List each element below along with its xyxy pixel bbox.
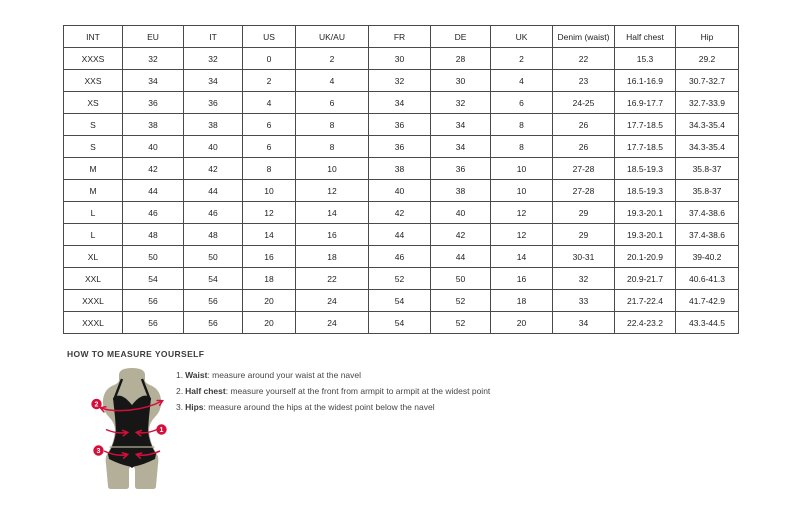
table-cell: 4 bbox=[243, 92, 296, 114]
table-cell: 50 bbox=[431, 268, 491, 290]
table-cell: 54 bbox=[369, 312, 431, 334]
table-cell: 16 bbox=[296, 224, 369, 246]
table-cell: 56 bbox=[123, 290, 184, 312]
instruction-number: 3. bbox=[176, 402, 184, 412]
table-cell: 21.7-22.4 bbox=[615, 290, 676, 312]
table-cell: 42 bbox=[184, 158, 243, 180]
size-label-cell: XXXL bbox=[64, 290, 123, 312]
table-cell: 23 bbox=[553, 70, 615, 92]
table-cell: 24 bbox=[296, 290, 369, 312]
table-cell: 26 bbox=[553, 114, 615, 136]
table-cell: 27-28 bbox=[553, 180, 615, 202]
table-row bbox=[64, 290, 739, 312]
table-row bbox=[64, 136, 739, 158]
table-cell: 8 bbox=[296, 136, 369, 158]
table-cell: 0 bbox=[243, 48, 296, 70]
table-cell: 29 bbox=[553, 224, 615, 246]
table-cell: 12 bbox=[243, 202, 296, 224]
table-cell: 40 bbox=[123, 136, 184, 158]
size-label-cell: XS bbox=[64, 92, 123, 114]
table-row bbox=[64, 180, 739, 202]
size-label-cell: M bbox=[64, 158, 123, 180]
waist-badge-icon bbox=[156, 424, 166, 434]
table-cell: 14 bbox=[243, 224, 296, 246]
table-cell: 42 bbox=[431, 224, 491, 246]
instruction-text: : measure yourself at the front from armpit to armpit at the widest point bbox=[225, 386, 491, 396]
table-cell: 34 bbox=[184, 70, 243, 92]
size-label-cell: L bbox=[64, 202, 123, 224]
column-header: Denim (waist) bbox=[553, 26, 615, 48]
table-cell: 18.5-19.3 bbox=[615, 180, 676, 202]
table-cell: 24-25 bbox=[553, 92, 615, 114]
svg-text:1: 1 bbox=[159, 427, 164, 435]
table-cell: 18 bbox=[243, 268, 296, 290]
table-cell: 2 bbox=[491, 48, 553, 70]
table-cell: 34 bbox=[553, 312, 615, 334]
table-cell: 12 bbox=[491, 224, 553, 246]
table-cell: 19.3-20.1 bbox=[615, 202, 676, 224]
table-cell: 54 bbox=[184, 268, 243, 290]
size-label-cell: XL bbox=[64, 246, 123, 268]
table-cell: 40 bbox=[184, 136, 243, 158]
table-cell: 46 bbox=[184, 202, 243, 224]
column-header: Half chest bbox=[615, 26, 676, 48]
table-cell: 20 bbox=[243, 290, 296, 312]
table-cell: 8 bbox=[491, 136, 553, 158]
table-cell: 2 bbox=[296, 48, 369, 70]
column-header: EU bbox=[123, 26, 184, 48]
table-cell: 35.8-37 bbox=[676, 180, 739, 202]
table-cell: 27-28 bbox=[553, 158, 615, 180]
section-heading: HOW TO MEASURE YOURSELF bbox=[67, 349, 205, 359]
table-cell: 42 bbox=[123, 158, 184, 180]
table-cell: 38 bbox=[431, 180, 491, 202]
table-row bbox=[64, 70, 739, 92]
table-cell: 34 bbox=[369, 92, 431, 114]
svg-text:2: 2 bbox=[94, 401, 99, 409]
table-cell: 34.3-35.4 bbox=[676, 136, 739, 158]
table-body bbox=[64, 48, 739, 334]
chest-badge-icon bbox=[91, 399, 101, 409]
table-row bbox=[64, 92, 739, 114]
table-cell: 50 bbox=[123, 246, 184, 268]
instruction-label: Hips bbox=[185, 402, 204, 412]
table-cell: 54 bbox=[369, 290, 431, 312]
table-cell: 16 bbox=[491, 268, 553, 290]
instruction-label: Waist bbox=[185, 370, 208, 380]
table-cell: 10 bbox=[491, 158, 553, 180]
table-cell: 22 bbox=[296, 268, 369, 290]
instructions-list bbox=[176, 371, 490, 419]
table-cell: 34.3-35.4 bbox=[676, 114, 739, 136]
table-cell: 56 bbox=[184, 290, 243, 312]
svg-text:3: 3 bbox=[96, 448, 101, 456]
table-cell: 44 bbox=[369, 224, 431, 246]
table-cell: 39-40.2 bbox=[676, 246, 739, 268]
table-cell: 32.7-33.9 bbox=[676, 92, 739, 114]
table-cell: 48 bbox=[123, 224, 184, 246]
table-cell: 36 bbox=[369, 114, 431, 136]
table-cell: 16.1-16.9 bbox=[615, 70, 676, 92]
table-cell: 34 bbox=[123, 70, 184, 92]
table-cell: 40 bbox=[431, 202, 491, 224]
table-cell: 8 bbox=[243, 158, 296, 180]
table-cell: 44 bbox=[431, 246, 491, 268]
column-header: UK bbox=[491, 26, 553, 48]
column-header: FR bbox=[369, 26, 431, 48]
size-label-cell: S bbox=[64, 136, 123, 158]
table-cell: 6 bbox=[243, 136, 296, 158]
table-row bbox=[64, 202, 739, 224]
table-row bbox=[64, 48, 739, 70]
table-cell: 46 bbox=[369, 246, 431, 268]
table-cell: 12 bbox=[296, 180, 369, 202]
table-cell: 26 bbox=[553, 136, 615, 158]
measure-instruction-hips bbox=[176, 403, 490, 413]
table-cell: 41.7-42.9 bbox=[676, 290, 739, 312]
table-cell: 28 bbox=[431, 48, 491, 70]
table-cell: 19.3-20.1 bbox=[615, 224, 676, 246]
table-cell: 20 bbox=[243, 312, 296, 334]
table-cell: 20.9-21.7 bbox=[615, 268, 676, 290]
table-cell: 4 bbox=[491, 70, 553, 92]
table-header-row bbox=[64, 26, 739, 48]
table-cell: 37.4-38.6 bbox=[676, 224, 739, 246]
table-cell: 8 bbox=[296, 114, 369, 136]
table-cell: 10 bbox=[491, 180, 553, 202]
measure-instruction-waist bbox=[176, 371, 490, 381]
table-cell: 22 bbox=[553, 48, 615, 70]
table-cell: 29.2 bbox=[676, 48, 739, 70]
table-cell: 42 bbox=[369, 202, 431, 224]
size-label-cell: XXS bbox=[64, 70, 123, 92]
table-cell: 29 bbox=[553, 202, 615, 224]
table-cell: 34 bbox=[431, 136, 491, 158]
table-cell: 30-31 bbox=[553, 246, 615, 268]
table-cell: 30 bbox=[431, 70, 491, 92]
table-cell: 33 bbox=[553, 290, 615, 312]
table-cell: 24 bbox=[296, 312, 369, 334]
column-header: US bbox=[243, 26, 296, 48]
table-cell: 17.7-18.5 bbox=[615, 136, 676, 158]
table-cell: 52 bbox=[369, 268, 431, 290]
table-cell: 32 bbox=[123, 48, 184, 70]
table-cell: 2 bbox=[243, 70, 296, 92]
column-header: DE bbox=[431, 26, 491, 48]
table-row bbox=[64, 268, 739, 290]
table-cell: 30.7-32.7 bbox=[676, 70, 739, 92]
table-cell: 6 bbox=[491, 92, 553, 114]
table-cell: 38 bbox=[369, 158, 431, 180]
table-cell: 34 bbox=[431, 114, 491, 136]
table-cell: 14 bbox=[491, 246, 553, 268]
table-cell: 10 bbox=[296, 158, 369, 180]
size-label-cell: M bbox=[64, 180, 123, 202]
size-label-cell: S bbox=[64, 114, 123, 136]
table-cell: 40.6-41.3 bbox=[676, 268, 739, 290]
table-cell: 4 bbox=[296, 70, 369, 92]
column-header: IT bbox=[184, 26, 243, 48]
instruction-label: Half chest bbox=[185, 386, 226, 396]
instruction-text: : measure around the hips at the widest point below the navel bbox=[203, 402, 435, 412]
table-cell: 35.8-37 bbox=[676, 158, 739, 180]
table-cell: 16.9-17.7 bbox=[615, 92, 676, 114]
instruction-number: 1. bbox=[176, 370, 184, 380]
size-chart-table bbox=[63, 25, 739, 334]
table-cell: 36 bbox=[184, 92, 243, 114]
table-cell: 22.4-23.2 bbox=[615, 312, 676, 334]
hips-badge-icon bbox=[93, 445, 103, 455]
table-cell: 36 bbox=[369, 136, 431, 158]
table-cell: 44 bbox=[184, 180, 243, 202]
table-cell: 52 bbox=[431, 312, 491, 334]
table-cell: 48 bbox=[184, 224, 243, 246]
table-cell: 44 bbox=[123, 180, 184, 202]
table-cell: 8 bbox=[491, 114, 553, 136]
size-label-cell: XXL bbox=[64, 268, 123, 290]
table-cell: 36 bbox=[431, 158, 491, 180]
table-cell: 36 bbox=[123, 92, 184, 114]
table-row bbox=[64, 158, 739, 180]
table-cell: 43.3-44.5 bbox=[676, 312, 739, 334]
table-cell: 38 bbox=[184, 114, 243, 136]
table-cell: 6 bbox=[296, 92, 369, 114]
table-cell: 17.7-18.5 bbox=[615, 114, 676, 136]
table-cell: 50 bbox=[184, 246, 243, 268]
table-cell: 6 bbox=[243, 114, 296, 136]
table-cell: 37.4-38.6 bbox=[676, 202, 739, 224]
table-row bbox=[64, 312, 739, 334]
instruction-number: 2. bbox=[176, 386, 184, 396]
table-cell: 20 bbox=[491, 312, 553, 334]
table-cell: 12 bbox=[491, 202, 553, 224]
table-cell: 52 bbox=[431, 290, 491, 312]
table-cell: 32 bbox=[431, 92, 491, 114]
table-cell: 18 bbox=[296, 246, 369, 268]
table-cell: 15.3 bbox=[615, 48, 676, 70]
size-label-cell: XXXS bbox=[64, 48, 123, 70]
table-row bbox=[64, 114, 739, 136]
table-cell: 46 bbox=[123, 202, 184, 224]
size-label-cell: L bbox=[64, 224, 123, 246]
table-cell: 14 bbox=[296, 202, 369, 224]
table-cell: 40 bbox=[369, 180, 431, 202]
table-cell: 54 bbox=[123, 268, 184, 290]
table-row bbox=[64, 246, 739, 268]
table-cell: 56 bbox=[184, 312, 243, 334]
table-cell: 38 bbox=[123, 114, 184, 136]
measure-instruction-half-chest bbox=[176, 387, 490, 397]
table-cell: 16 bbox=[243, 246, 296, 268]
column-header: UK/AU bbox=[296, 26, 369, 48]
column-header: Hip bbox=[676, 26, 739, 48]
size-label-cell: XXXL bbox=[64, 312, 123, 334]
table-cell: 32 bbox=[184, 48, 243, 70]
table-cell: 10 bbox=[243, 180, 296, 202]
table-cell: 32 bbox=[369, 70, 431, 92]
instruction-text: : measure around your waist at the navel bbox=[207, 370, 362, 380]
table-cell: 18.5-19.3 bbox=[615, 158, 676, 180]
column-header: INT bbox=[64, 26, 123, 48]
table-cell: 20.1-20.9 bbox=[615, 246, 676, 268]
table-cell: 56 bbox=[123, 312, 184, 334]
table-cell: 32 bbox=[553, 268, 615, 290]
table-cell: 30 bbox=[369, 48, 431, 70]
table-cell: 18 bbox=[491, 290, 553, 312]
table-row bbox=[64, 224, 739, 246]
